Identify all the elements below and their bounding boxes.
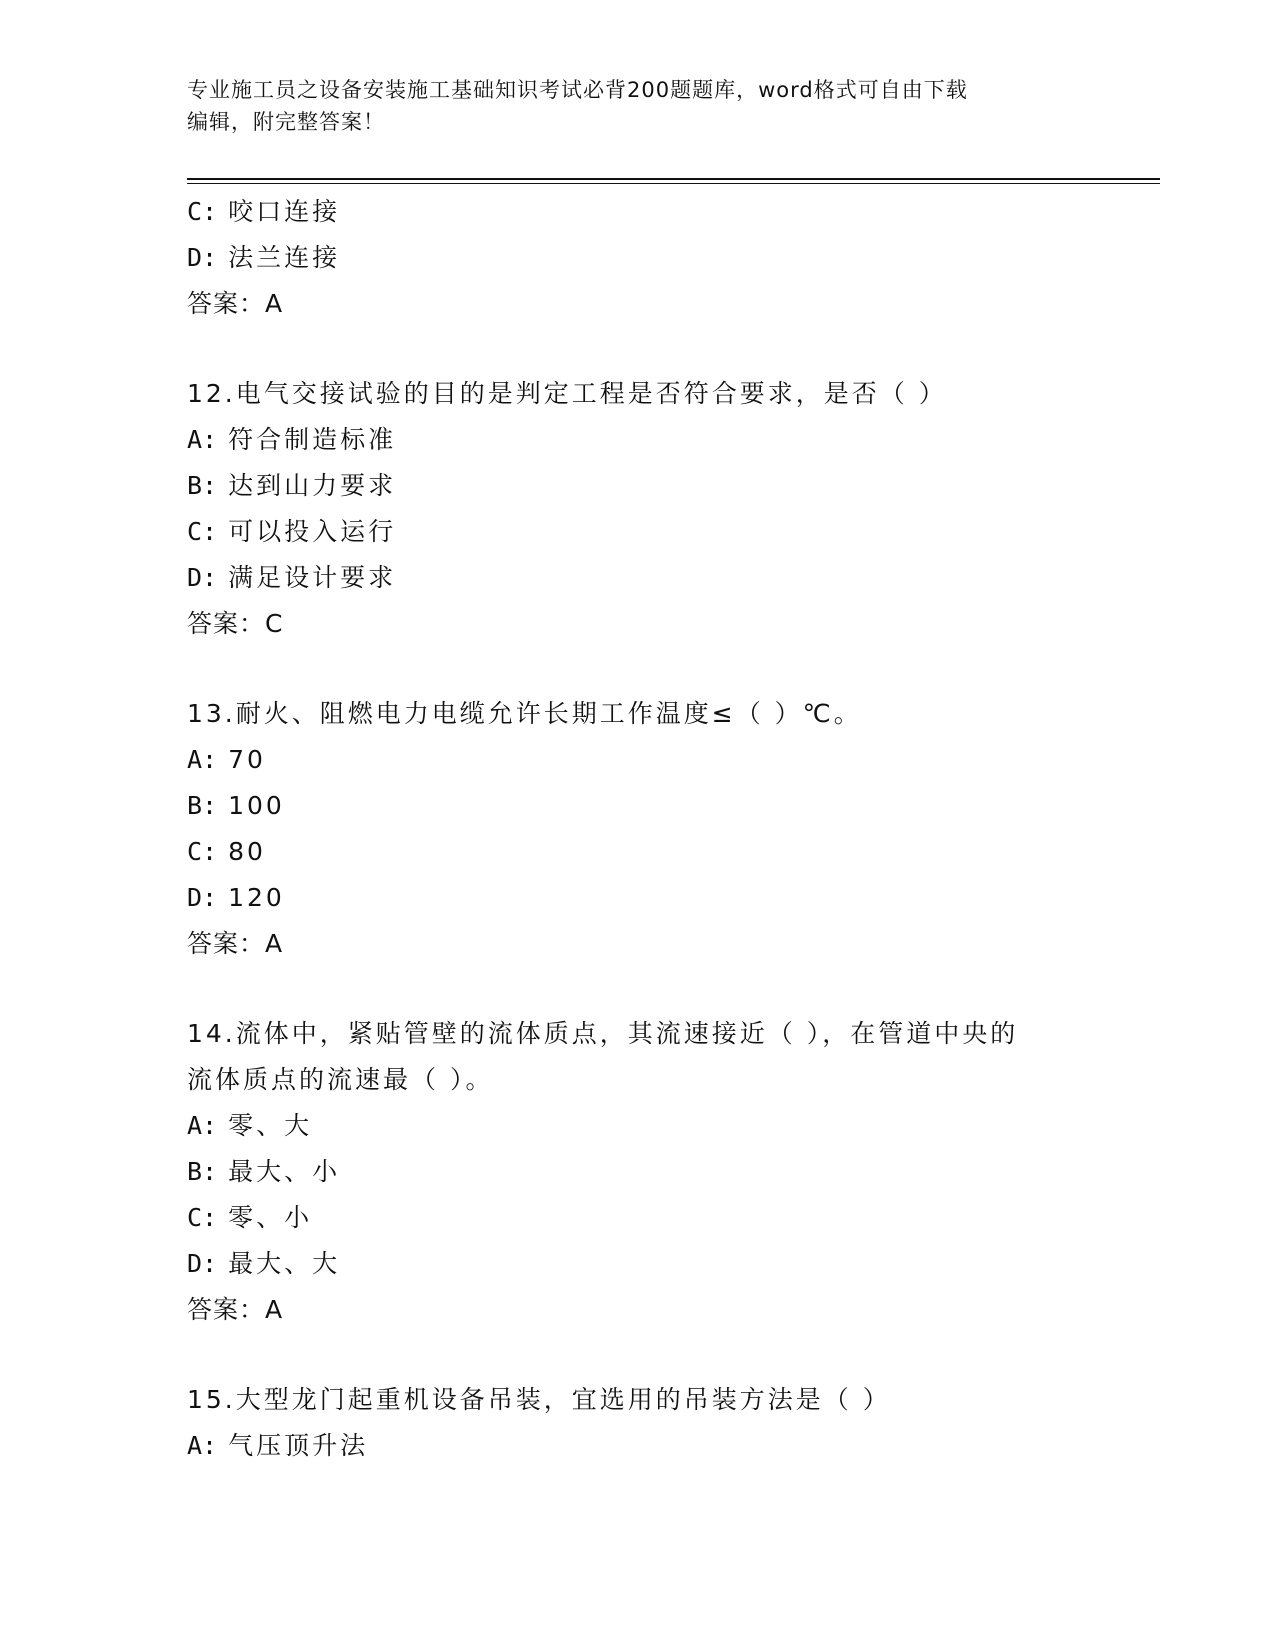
option-a: [187, 1423, 1087, 1469]
option-b: [187, 463, 1087, 509]
question-15: [187, 1377, 1087, 1469]
option-text: 满足设计要求: [228, 563, 397, 592]
option-d: [187, 235, 1087, 281]
option-label: D:: [187, 1249, 218, 1278]
answer-line: 答案：A: [187, 1295, 284, 1324]
option-label: A:: [187, 1431, 218, 1460]
option-text: 120: [228, 883, 285, 912]
option-text: 咬口连接: [228, 197, 341, 226]
option-c: [187, 829, 1087, 875]
question-14: [187, 1011, 1087, 1333]
option-text: 可以投入运行: [228, 517, 397, 546]
option-a: [187, 1103, 1087, 1149]
answer-line: 答案：A: [187, 289, 284, 318]
option-d: [187, 875, 1087, 921]
question-stem: 15.大型龙门起重机设备吊装，宜选用的吊装方法是（ ）: [187, 1385, 891, 1414]
option-c: [187, 1195, 1087, 1241]
answer-line: 答案：A: [187, 929, 284, 958]
option-c: [187, 509, 1087, 555]
option-a: [187, 737, 1087, 783]
option-text: 零、小: [228, 1203, 313, 1232]
option-text: 最大、大: [228, 1249, 341, 1278]
question-stem: 12.电气交接试验的目的是判定工程是否符合要求，是否（ ）: [187, 379, 947, 408]
option-label: D:: [187, 563, 218, 592]
option-text: 气压顶升法: [228, 1431, 369, 1460]
option-text: 100: [228, 791, 285, 820]
question-list: [187, 189, 1087, 1469]
option-text: 零、大: [228, 1111, 313, 1140]
option-text: 70: [228, 745, 266, 774]
option-text: 达到山力要求: [228, 471, 397, 500]
option-d: [187, 555, 1087, 601]
answer-line: 答案：C: [187, 609, 284, 638]
header-divider-thin: [187, 183, 1160, 184]
header-line-1: 专业施工员之设备安装施工基础知识考试必背200题题库，word格式可自由下载: [187, 78, 968, 102]
option-label: B:: [187, 791, 218, 820]
option-b: [187, 1149, 1087, 1195]
question-stem-continued: 流体质点的流速最（ ）。: [187, 1065, 494, 1094]
option-c: [187, 189, 1087, 235]
page-header: [187, 74, 1087, 138]
option-text: 80: [228, 837, 266, 866]
option-b: [187, 783, 1087, 829]
option-text: 法兰连接: [228, 243, 341, 272]
header-line-2: 编辑，附完整答案！: [187, 110, 385, 134]
option-label: B:: [187, 1157, 218, 1186]
option-label: A:: [187, 745, 218, 774]
option-label: A:: [187, 1111, 218, 1140]
option-text: 符合制造标准: [228, 425, 397, 454]
question-12: [187, 371, 1087, 647]
option-label: C:: [187, 197, 218, 226]
option-text: 最大、小: [228, 1157, 341, 1186]
header-divider-thick: [187, 178, 1160, 180]
option-label: A:: [187, 425, 218, 454]
question-13: [187, 691, 1087, 967]
question-stem: 13.耐火、阻燃电力电缆允许长期工作温度≤（ ）℃。: [187, 699, 862, 728]
option-label: D:: [187, 243, 218, 272]
option-d: [187, 1241, 1087, 1287]
option-label: C:: [187, 1203, 218, 1232]
option-label: C:: [187, 837, 218, 866]
question-stem: 14.流体中，紧贴管壁的流体质点，其流速接近（ ），在管道中央的: [187, 1019, 1019, 1048]
option-label: D:: [187, 883, 218, 912]
option-label: B:: [187, 471, 218, 500]
prev-question: [187, 189, 1087, 327]
option-a: [187, 417, 1087, 463]
option-label: C:: [187, 517, 218, 546]
